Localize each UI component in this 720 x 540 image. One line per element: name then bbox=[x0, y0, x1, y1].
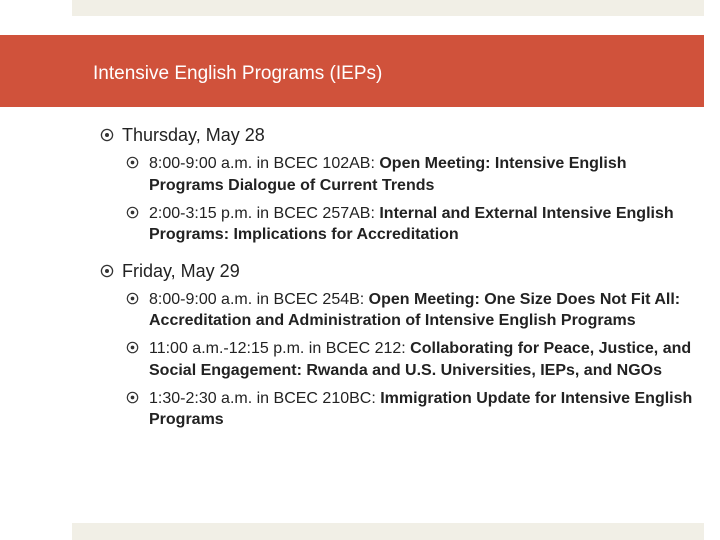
day-heading bbox=[100, 259, 700, 283]
session-list bbox=[126, 289, 700, 431]
target-bullet-icon bbox=[126, 206, 139, 219]
day-label: Friday, May 29 bbox=[122, 260, 240, 281]
target-bullet-icon bbox=[126, 391, 139, 404]
session-topic: Collaborating for Peace, Justice, and Social Engagement: Rwanda and U.S. Universities, IEPs, and NGOs bbox=[149, 340, 692, 379]
session-item bbox=[126, 153, 700, 196]
session-item bbox=[126, 388, 700, 431]
top-decorative-strip bbox=[72, 0, 704, 16]
target-bullet-icon bbox=[126, 156, 139, 169]
session-topic: Open Meeting: One Size Does Not Fit All: Accreditation and Administration of Intensive English Programs bbox=[149, 290, 681, 329]
slide-title: Intensive English Programs (IEPs) bbox=[93, 63, 383, 84]
target-bullet-icon bbox=[126, 292, 139, 305]
session-topic: Internal and External Intensive English Programs: Implications for Accreditation bbox=[149, 204, 674, 243]
session-list bbox=[126, 153, 700, 246]
session-topic: Immigration Update for Intensive English Programs bbox=[149, 389, 693, 428]
day-heading bbox=[100, 123, 700, 147]
session-item bbox=[126, 289, 700, 332]
bottom-decorative-strip bbox=[72, 523, 704, 540]
session-time-place: 1:30-2:30 a.m. in BCEC 210BC: bbox=[149, 389, 381, 407]
day-label: Thursday, May 28 bbox=[122, 125, 265, 145]
day-block-thursday bbox=[100, 123, 700, 246]
session-time-place: 11:00 a.m.-12:15 p.m. in BCEC 212: bbox=[149, 340, 411, 357]
session-time-place: 2:00-3:15 p.m. in BCEC 257AB: bbox=[149, 204, 380, 222]
session-time-place: 8:00-9:00 a.m. in BCEC 254B: bbox=[149, 290, 369, 308]
target-bullet-icon bbox=[100, 128, 114, 142]
day-block-friday bbox=[100, 259, 700, 431]
session-time-place: 8:00-9:00 a.m. in BCEC 102AB: bbox=[149, 155, 380, 172]
session-item bbox=[126, 338, 700, 381]
session-item bbox=[126, 203, 700, 246]
schedule-content bbox=[100, 123, 700, 437]
target-bullet-icon bbox=[126, 341, 139, 354]
target-bullet-icon bbox=[100, 264, 114, 278]
session-topic: Open Meeting: Intensive English Programs Dialogue of Current Trends bbox=[149, 155, 627, 194]
